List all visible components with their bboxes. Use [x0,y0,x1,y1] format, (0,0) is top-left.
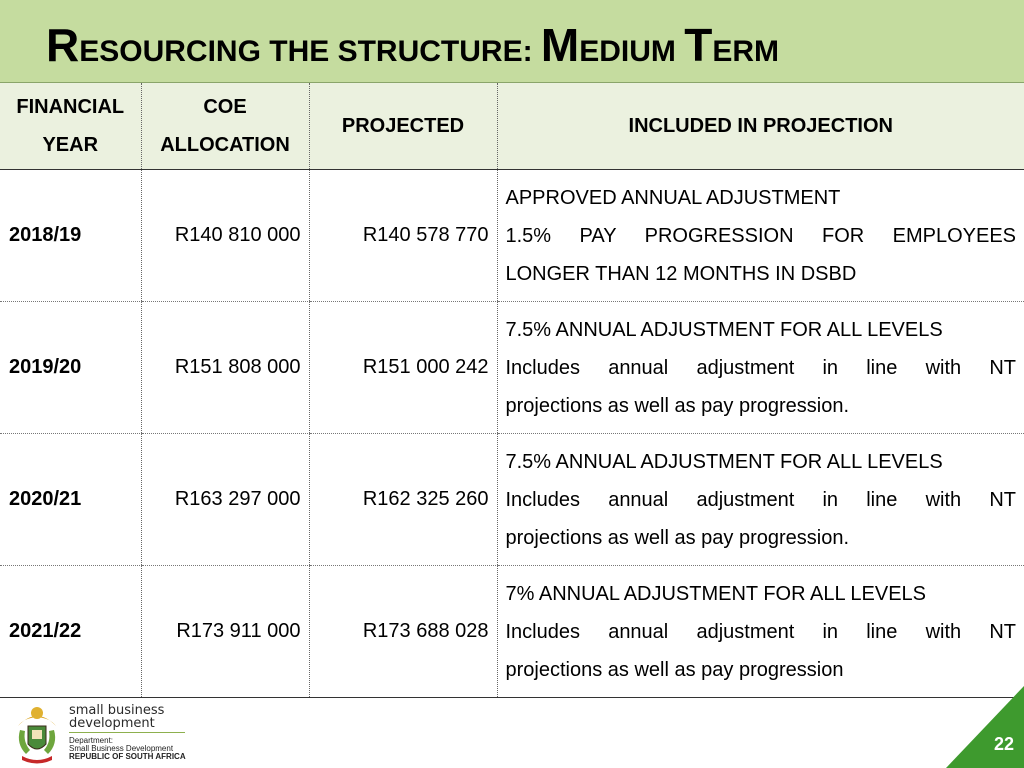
included-line-1: 7% ANNUAL ADJUSTMENT FOR ALL LEVELS [505,582,927,605]
included-cell [497,302,1024,434]
projected-cell: R173 688 028 [309,566,497,698]
title-text-3: ERM [712,35,780,68]
title-cap-m: M [540,19,580,71]
logo-wordmark-line1: small business [69,703,165,718]
year-cell: 2020/21 [0,434,141,566]
header-included-in-projection: INCLUDED IN PROJECTION [497,83,1024,170]
included-line-2: Includes annual adjustment in line with NT [505,620,1016,643]
projected-cell: R140 578 770 [309,170,497,302]
logo-country: REPUBLIC OF SOUTH AFRICA [69,752,186,761]
header-coe-allocation [141,83,309,170]
corner-triangle [946,686,1024,768]
included-line-2: Includes annual adjustment in line with NT [505,488,1016,511]
header-row [0,83,1024,170]
included-line-1: 7.5% ANNUAL ADJUSTMENT FOR ALL LEVELS [505,450,943,473]
header-financial-year [0,83,141,170]
title-cap-r: R [46,19,80,71]
year-cell: 2019/20 [0,302,141,434]
table-row [0,170,1024,302]
header-coe-line2: ALLOCATION [160,134,290,156]
included-cell [497,434,1024,566]
included-line-3: LONGER THAN 12 MONTHS IN DSBD [505,262,857,285]
table-row [0,434,1024,566]
included-line-1: APPROVED ANNUAL ADJUSTMENT [505,186,841,209]
table-row [0,302,1024,434]
resourcing-table [0,83,1024,698]
included-cell [497,170,1024,302]
coe-allocation-cell: R151 808 000 [141,302,309,434]
coe-allocation-cell: R140 810 000 [141,170,309,302]
coat-of-arms-icon [12,704,62,766]
table-row [0,566,1024,698]
included-line-3: projections as well as pay progression [505,658,844,681]
included-line-3: projections as well as pay progression. [505,526,850,549]
title-text-2: EDIUM [579,35,685,68]
title-cap-t: T [684,19,713,71]
header-projected: PROJECTED [309,83,497,170]
included-line-1: 7.5% ANNUAL ADJUSTMENT FOR ALL LEVELS [505,318,943,341]
page-number: 22 [993,734,1014,754]
title-text-1: ESOURCING THE STRUCTURE: [79,35,541,68]
title-bar [0,0,1024,83]
logo-divider [69,732,185,733]
logo-wordmark-line2: development [69,716,155,731]
coe-allocation-cell: R163 297 000 [141,434,309,566]
logo-department-name: Small Business Development [69,744,174,753]
included-line-2: 1.5% PAY PROGRESSION FOR EMPLOYEES [505,224,1016,247]
projected-cell: R151 000 242 [309,302,497,434]
included-cell [497,566,1024,698]
header-year-line1: FINANCIAL [16,96,125,118]
year-cell: 2021/22 [0,566,141,698]
header-coe-line1: COE [203,96,247,118]
slide-title [46,14,779,83]
department-logo [12,704,212,766]
year-cell: 2018/19 [0,170,141,302]
projected-cell: R162 325 260 [309,434,497,566]
header-year-line2: YEAR [42,134,99,156]
logo-department-label: Department: [69,736,114,745]
coe-allocation-cell: R173 911 000 [141,566,309,698]
included-line-3: projections as well as pay progression. [505,394,850,417]
included-line-2: Includes annual adjustment in line with NT [505,356,1016,379]
